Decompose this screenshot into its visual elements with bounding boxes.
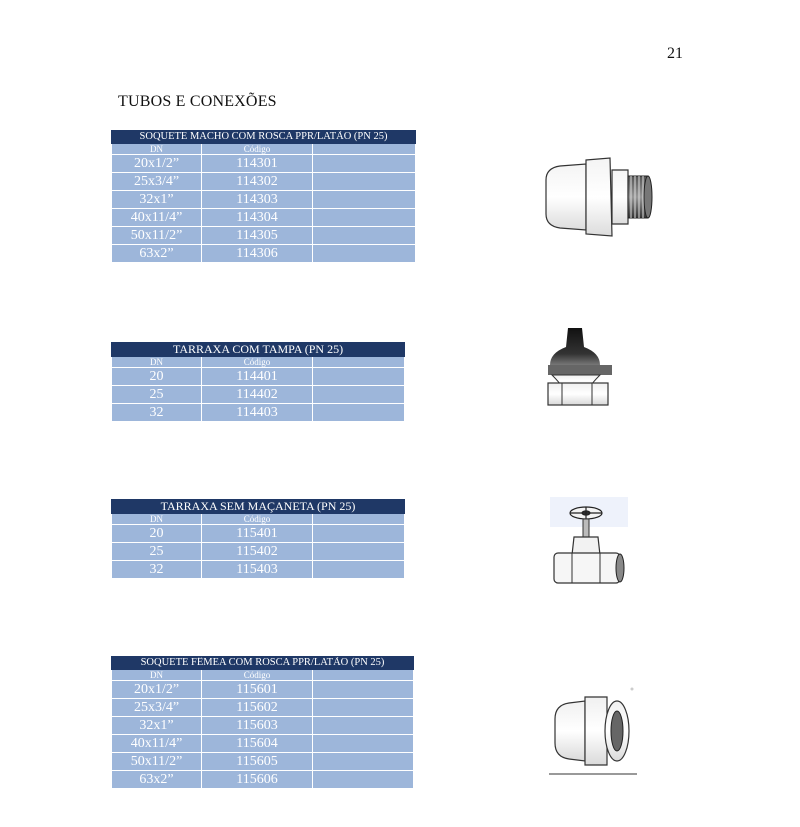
dn-cell: 40x11/4” [112,209,202,227]
dn-cell: 50x11/2” [112,753,202,771]
table-title: SOQUETE FÊMEA COM ROSCA PPR/LATÃO (PN 25) [112,657,414,670]
dn-cell: 32x1” [112,717,202,735]
code-cell: 115606 [202,771,313,789]
table-soquete-femea [111,656,414,789]
empty-cell [313,404,405,422]
column-header-blank [313,144,416,155]
code-cell: 115402 [202,543,313,561]
dn-cell: 40x11/4” [112,735,202,753]
table-row [112,404,405,422]
column-header-codigo: Código [202,670,313,681]
code-cell: 115601 [202,681,313,699]
empty-cell [313,227,416,245]
column-header-dn: DN [112,514,202,525]
empty-cell [313,209,416,227]
section-title: TUBOS E CONEXÕES [118,93,277,110]
table-row [112,209,416,227]
table-row [112,771,414,789]
female-threaded-socket-image [545,685,640,777]
table-row [112,753,414,771]
column-header-codigo: Código [202,144,313,155]
empty-cell [313,699,414,717]
empty-cell [313,771,414,789]
dn-cell: 25 [112,386,202,404]
column-header-codigo: Código [202,357,313,368]
empty-cell [313,753,414,771]
table-row [112,173,416,191]
code-cell: 115603 [202,717,313,735]
empty-cell [313,155,416,173]
empty-cell [313,191,416,209]
table-row [112,561,405,579]
dn-cell: 32x1” [112,191,202,209]
dn-cell: 25 [112,543,202,561]
code-cell: 114301 [202,155,313,173]
dn-cell: 63x2” [112,245,202,263]
code-cell: 114302 [202,173,313,191]
dn-cell: 20 [112,525,202,543]
column-header-dn: DN [112,670,202,681]
empty-cell [313,681,414,699]
empty-cell [313,386,405,404]
dn-cell: 25x3/4” [112,699,202,717]
dn-cell: 32 [112,561,202,579]
male-threaded-socket-image [538,150,658,245]
table-row [112,245,416,263]
table-row [112,681,414,699]
dn-cell: 20x1/2” [112,681,202,699]
empty-cell [313,173,416,191]
table-row [112,191,416,209]
empty-cell [313,561,405,579]
code-cell: 115605 [202,753,313,771]
dn-cell: 63x2” [112,771,202,789]
table-row [112,717,414,735]
table-row [112,368,405,386]
column-header-blank [313,670,414,681]
code-cell: 115401 [202,525,313,543]
code-cell: 114403 [202,404,313,422]
empty-cell [313,368,405,386]
empty-cell [313,735,414,753]
code-cell: 114305 [202,227,313,245]
table-title: SOQUETE MACHO COM ROSCA PPR/LATÃO (PN 25) [112,131,416,144]
empty-cell [313,525,405,543]
column-header-dn: DN [112,144,202,155]
table-tarraxa-com-tampa [111,342,405,422]
valve-with-cap-image [540,325,620,410]
empty-cell [313,245,416,263]
dn-cell: 50x11/2” [112,227,202,245]
code-cell: 115403 [202,561,313,579]
code-cell: 115604 [202,735,313,753]
empty-cell [313,717,414,735]
code-cell: 114303 [202,191,313,209]
table-row [112,543,405,561]
table-title: TARRAXA SEM MAÇANETA (PN 25) [112,500,405,514]
column-header-blank [313,357,405,368]
column-header-codigo: Código [202,514,313,525]
table-row [112,227,416,245]
code-cell: 114306 [202,245,313,263]
table-row [112,386,405,404]
table-title: TARRAXA COM TAMPA (PN 25) [112,343,405,357]
code-cell: 114401 [202,368,313,386]
code-cell: 115602 [202,699,313,717]
code-cell: 114402 [202,386,313,404]
table-row [112,155,416,173]
table-tarraxa-sem-macaneta [111,499,405,579]
column-header-dn: DN [112,357,202,368]
empty-cell [313,543,405,561]
valve-with-handle-image [550,497,628,592]
column-header-blank [313,514,405,525]
table-row [112,699,414,717]
dn-cell: 20 [112,368,202,386]
dn-cell: 25x3/4” [112,173,202,191]
page-number: 21 [667,45,683,62]
dn-cell: 32 [112,404,202,422]
table-soquete-macho [111,130,416,263]
code-cell: 114304 [202,209,313,227]
dn-cell: 20x1/2” [112,155,202,173]
table-row [112,735,414,753]
table-row [112,525,405,543]
